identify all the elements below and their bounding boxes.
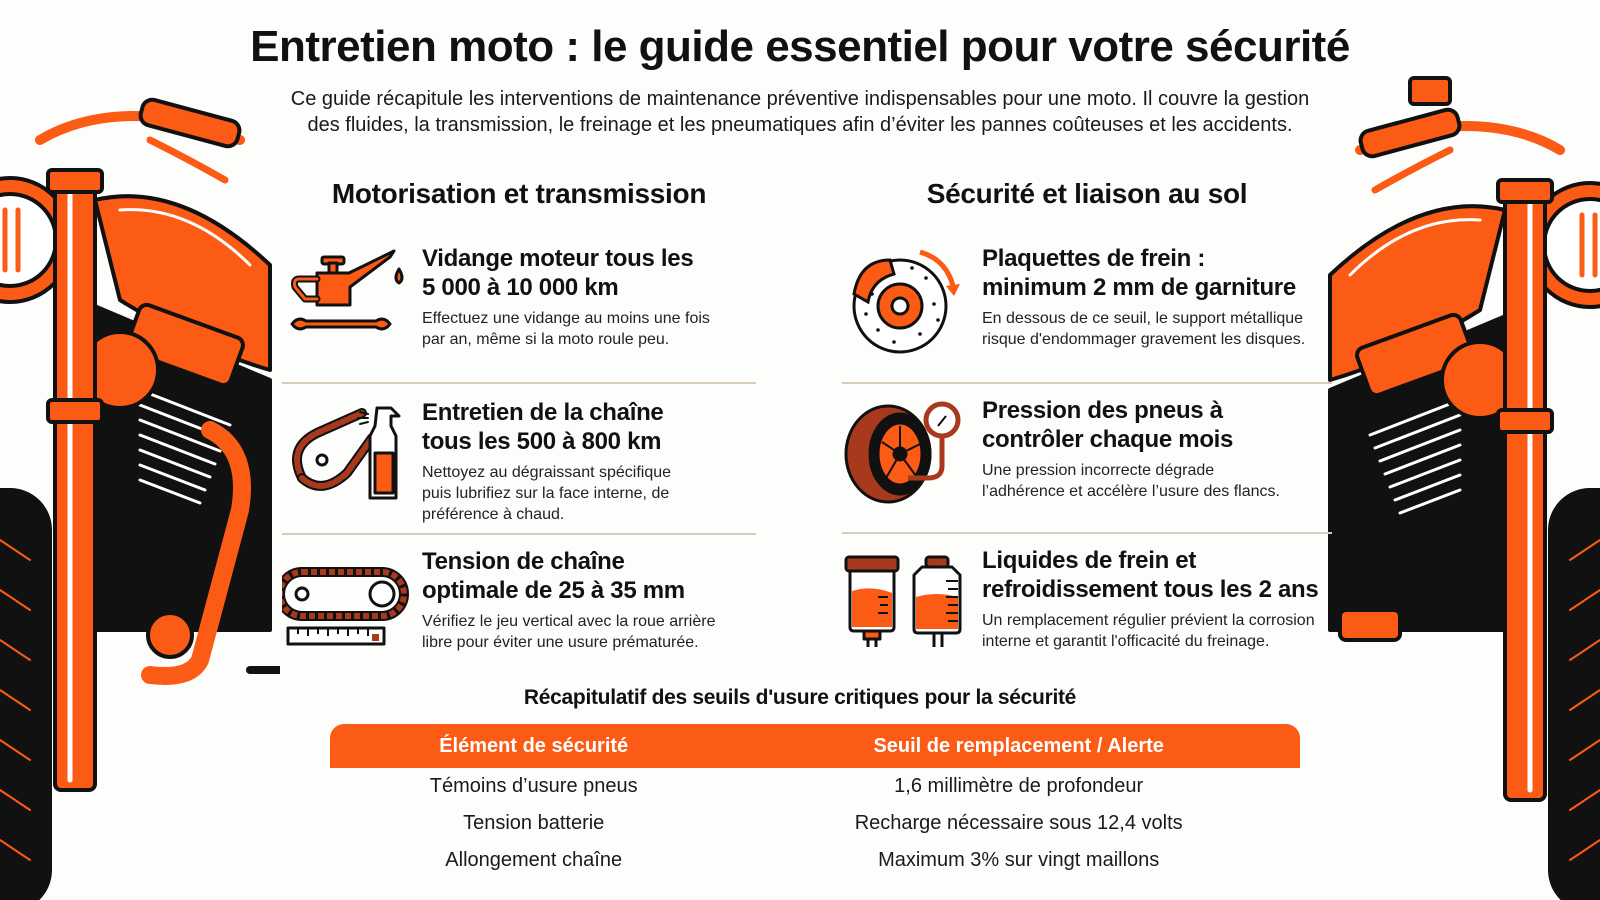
motorcycle-illustration-right bbox=[1320, 70, 1600, 900]
item-title: Tension de chaîne optimale de 25 à 35 mm bbox=[422, 548, 685, 604]
item-description: Une pression incorrecte dégrade l’adhérence et accélère l’usure des flancs. bbox=[982, 462, 1280, 500]
item-description: En dessous de ce seuil, le support métallique risque d'endommager gravement les disques. bbox=[982, 310, 1306, 348]
item-tire-pressure bbox=[842, 382, 1332, 532]
item-fluids bbox=[842, 532, 1332, 682]
item-description: Nettoyez au dégraissant spécifique puis lubrifiez sur la face interne, de préférence à chaud. bbox=[422, 464, 672, 523]
section-motorisation bbox=[282, 178, 756, 683]
item-title: Liquides de frein et refroidissement tous les 2 ans bbox=[982, 547, 1319, 603]
section-heading: Motorisation et transmission bbox=[331, 178, 707, 209]
summary-table-title: Récapitulatif des seuils d'usure critiques pour la sécurité bbox=[523, 686, 1077, 709]
table-cell: Témoins d’usure pneus bbox=[429, 775, 638, 797]
intro-line-1: Ce guide récapitule les interventions de maintenance préventive indispensables pour une moto. Il couvre la gestion bbox=[290, 88, 1310, 110]
item-title: Pression des pneus à contrôler chaque mois bbox=[982, 397, 1234, 453]
item-chain-maintenance bbox=[282, 382, 756, 533]
item-description: Un remplacement régulier prévient la corrosion interne et garantit l'officacité du freinage. bbox=[982, 612, 1315, 650]
summary-table bbox=[330, 724, 1300, 879]
table-cell: 1,6 millimètre de profondeur bbox=[894, 775, 1144, 797]
column-header: Seuil de remplacement / Alerte bbox=[873, 734, 1164, 757]
oil-can-wrench-icon bbox=[282, 249, 408, 349]
item-description: Effectuez une vidange au moins une fois par an, même si la moto roule peu. bbox=[422, 310, 710, 348]
column-header: Élément de sécurité bbox=[439, 734, 629, 757]
section-securite bbox=[842, 178, 1332, 682]
page-title: Entretien moto : le guide essentiel pour votre sécurité bbox=[250, 22, 1350, 71]
item-oil-change bbox=[282, 232, 756, 382]
item-title: Entretien de la chaîne tous les 500 à 800 km bbox=[422, 399, 664, 455]
table-cell: Allongement chaîne bbox=[445, 849, 623, 871]
table-header bbox=[330, 724, 1300, 768]
item-brake-pads bbox=[842, 232, 1332, 382]
fluid-reservoirs-icon bbox=[842, 551, 968, 651]
intro-text bbox=[220, 86, 1380, 138]
section-heading: Sécurité et liaison au sol bbox=[926, 178, 1248, 209]
item-title: Vidange moteur tous les 5 000 à 10 000 km bbox=[422, 245, 694, 301]
table-row bbox=[330, 768, 1300, 805]
table-cell: Tension batterie bbox=[463, 812, 605, 834]
item-description: Vérifiez le jeu vertical avec la roue arrière libre pour éviter une usure prématurée. bbox=[422, 613, 716, 651]
intro-line-2: des fluides, la transmission, le freinage et les pneumatiques afin d’éviter les pannes coûteuses et les accidents. bbox=[307, 114, 1293, 136]
chain-ruler-icon bbox=[282, 552, 412, 652]
tire-gauge-icon bbox=[842, 396, 968, 506]
item-chain-tension bbox=[282, 533, 756, 683]
chain-spray-icon bbox=[282, 398, 412, 508]
table-row bbox=[330, 842, 1300, 879]
motorcycle-illustration-left bbox=[0, 70, 280, 900]
table-row bbox=[330, 805, 1300, 842]
item-title: Plaquettes de frein : minimum 2 mm de garniture bbox=[982, 245, 1296, 301]
table-cell: Maximum 3% sur vingt maillons bbox=[878, 849, 1160, 871]
brake-disc-icon bbox=[842, 244, 968, 354]
table-cell: Recharge nécessaire sous 12,4 volts bbox=[854, 812, 1183, 834]
